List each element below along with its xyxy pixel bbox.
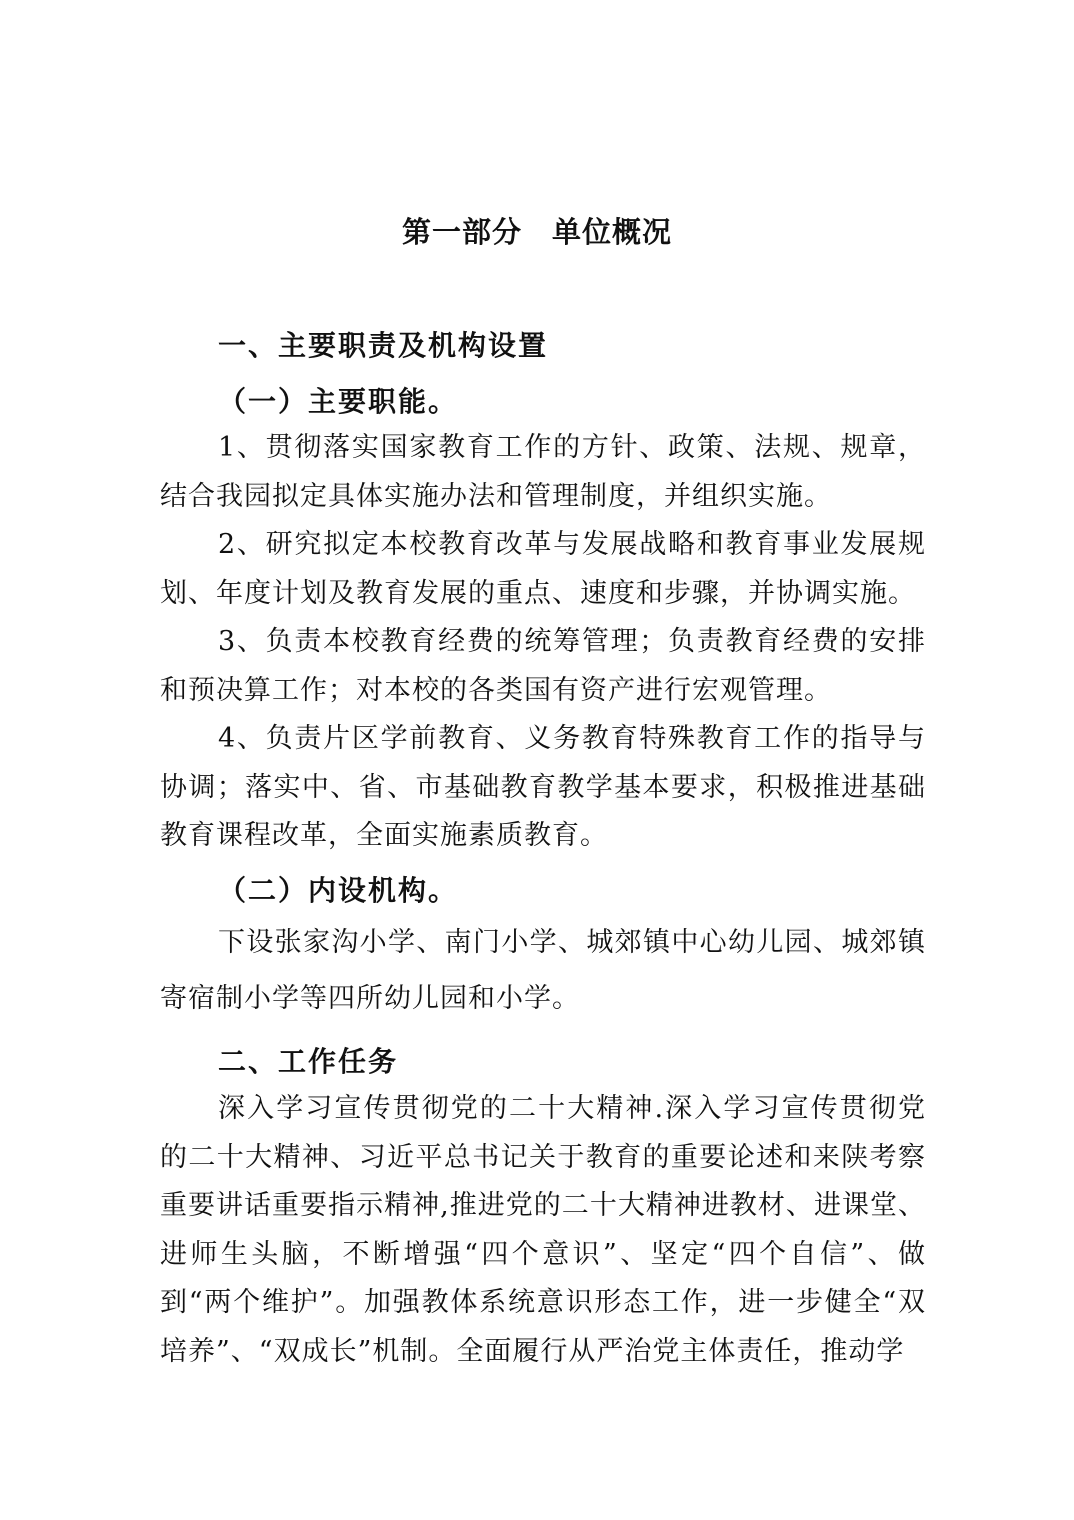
subsection-heading-functions: （一）主要职能。 (218, 385, 459, 418)
function-item-4: 4、负责片区学前教育、义务教育特殊教育工作的指导与协调；落实中、省、市基础教育教学基本要求，积极推进基础教育课程改革，全面实施素质教育。 (160, 723, 926, 851)
page-title: 第一部分 单位概况 (401, 215, 672, 249)
function-item-1: 1、贯彻落实国家教育工作的方针、政策、法规、规章，结合我园拟定具体实施办法和管理制度，并组织实施。 (160, 432, 926, 512)
section-heading-duties: 一、主要职责及机构设置 (218, 329, 549, 362)
function-item-2: 2、研究拟定本校教育改革与发展战略和教育事业发展规划、年度计划及教育发展的重点、速度和步骤，并协调实施。 (160, 529, 926, 609)
section-heading-tasks: 二、工作任务 (218, 1045, 399, 1078)
tasks-text: 深入学习宣传贯彻党的二十大精神.深入学习宣传贯彻党的二十大精神、习近平总书记关于教育的重要论述和来陕考察重要讲话重要指示精神,推进党的二十大精神进教材、进课堂、进师生头脑，不断增强“四个意识”、坚定“四个自信”、做到“两个维护”。加强教体系统意识形态工作，进一步健全“双培养”、“双成长”机制。全面履行从严治党主体责任，推动学 (160, 1093, 926, 1367)
subsection-heading-structure: （二）内设机构。 (218, 874, 459, 907)
structure-text: 下设张家沟小学、南门小学、城郊镇中心幼儿园、城郊镇寄宿制小学等四所幼儿园和小学。 (160, 927, 926, 1014)
function-item-3: 3、负责本校教育经费的统筹管理；负责教育经费的安排和预决算工作；对本校的各类国有资产进行宏观管理。 (160, 626, 926, 706)
